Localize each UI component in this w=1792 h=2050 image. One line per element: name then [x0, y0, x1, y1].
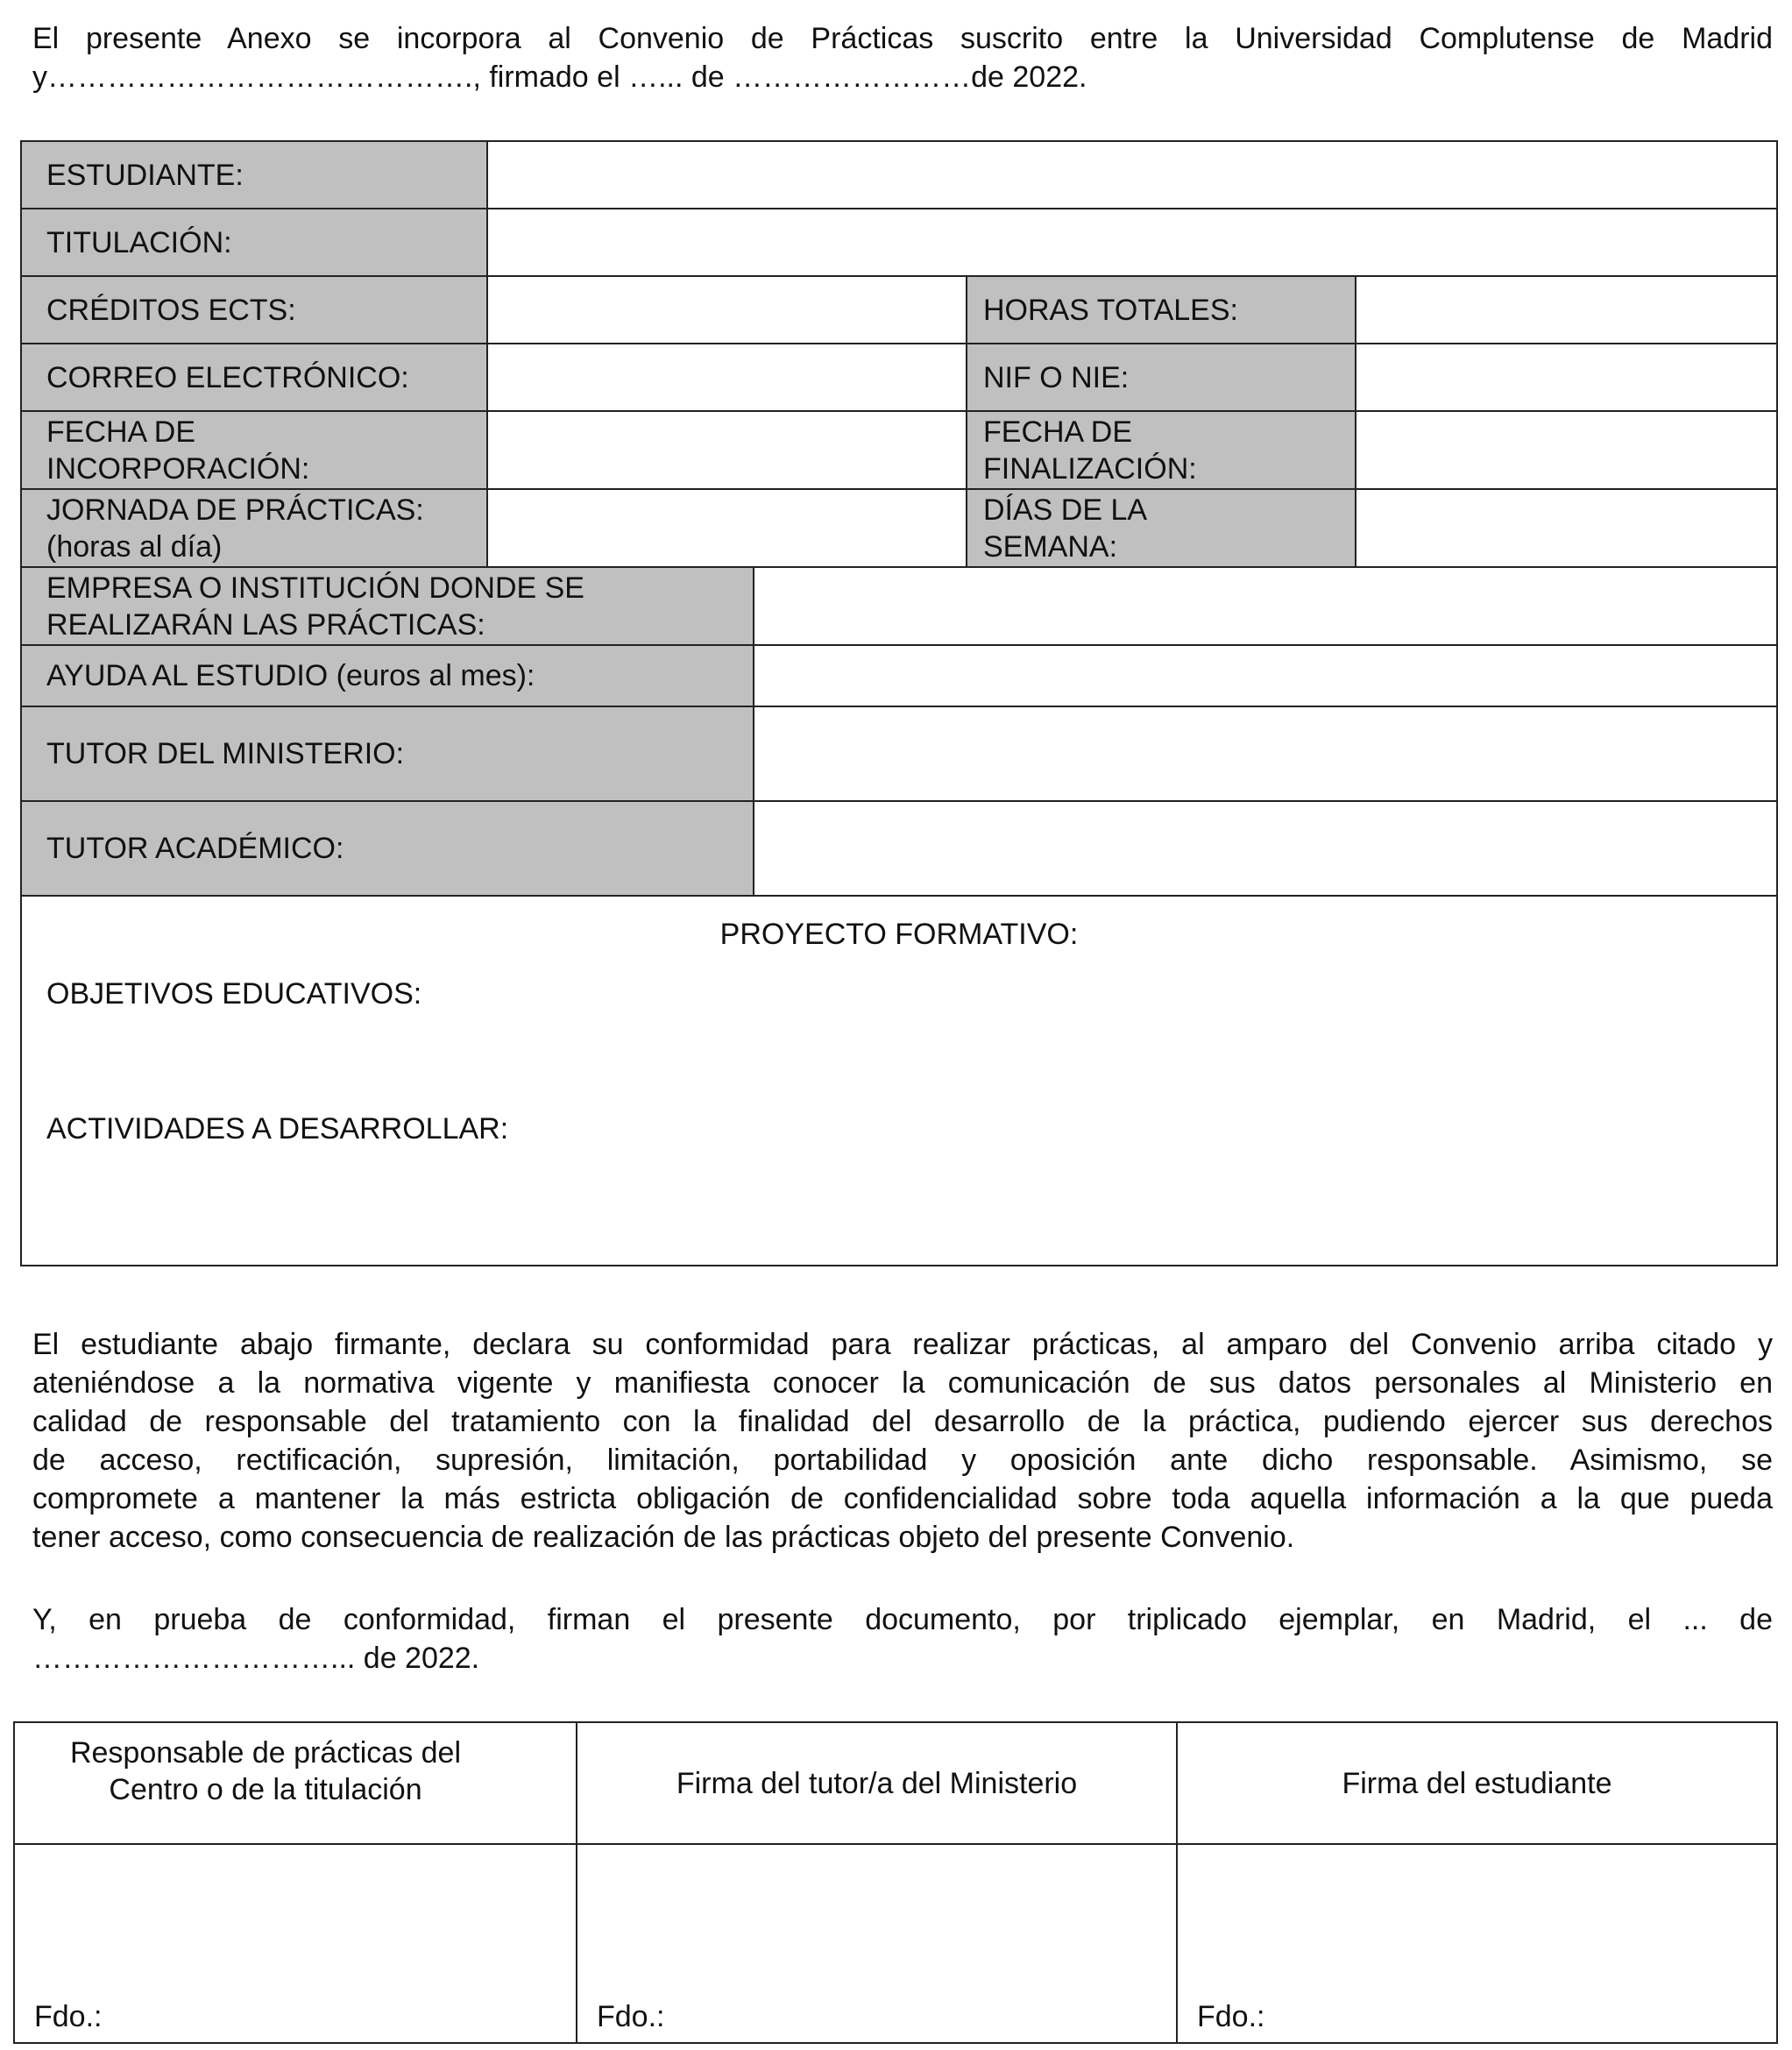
responsable-line-2: Centro o de la titulación — [109, 1772, 422, 1806]
declaration-line: ateniéndose a la normativa vigente y manifiesta conocer la comunicación de sus datos personales al Ministerio en — [32, 1366, 1773, 1400]
conformidad-line-2: …………………………... de 2022. — [32, 1642, 480, 1675]
declaration-paragraph — [32, 1325, 1773, 1557]
proyecto-formativo-title: PROYECTO FORMATIVO: — [719, 918, 1079, 951]
fecha-incorporacion-line-1: FECHA DE — [46, 415, 196, 449]
actividades-label: ACTIVIDADES A DESARROLLAR: — [46, 1112, 509, 1146]
estudiante-field[interactable] — [487, 141, 1777, 209]
fecha-finalizacion-label — [967, 411, 1356, 489]
dias-field[interactable] — [1356, 489, 1777, 567]
titulacion-label: TITULACIÓN: — [21, 209, 487, 276]
empresa-label — [21, 567, 754, 645]
conformidad-line-1: Y, en prueba de conformidad, firman el presente documento, por triplicado ejemplar, en Madrid, el ... de — [32, 1603, 1773, 1636]
ayuda-field[interactable] — [754, 645, 1777, 706]
nif-label: NIF O NIE: — [967, 344, 1356, 411]
declaration-line: El estudiante abajo firmante, declara su conformidad para realizar prácticas, al amparo del Convenio arriba citado y — [32, 1328, 1773, 1361]
tutor-ministerio-field[interactable] — [754, 706, 1777, 801]
fecha-finalizacion-line-1: FECHA DE — [983, 415, 1133, 449]
horas-totales-label: HORAS TOTALES: — [967, 276, 1356, 344]
declaration-line: tener acceso, como consecuencia de realización de las prácticas objeto del presente Convenio. — [32, 1521, 1295, 1554]
intro-line-1: El presente Anexo se incorpora al Convenio de Prácticas suscrito entre la Universidad Complutense de Madrid — [32, 22, 1773, 55]
fdo-label: Fdo.: — [34, 2000, 103, 2033]
dias-label — [967, 489, 1356, 567]
declaration-line: de acceso, rectificación, supresión, limitación, portabilidad y oposición ante dicho responsable. Asimismo, se — [32, 1444, 1773, 1477]
jornada-line-1: JORNADA DE PRÁCTICAS: — [46, 493, 424, 527]
declaration-line: calidad de responsable del tratamiento con la finalidad del desarrollo de la práctica, pudiendo ejercer sus derechos — [32, 1405, 1773, 1438]
fecha-finalizacion-line-2: FINALIZACIÓN: — [983, 451, 1197, 486]
student-data-table — [20, 140, 1778, 1266]
dias-line-1: DÍAS DE LA — [983, 493, 1148, 527]
estudiante-signature-header: Firma del estudiante — [1177, 1722, 1777, 1844]
dias-line-2: SEMANA: — [983, 529, 1118, 564]
horas-totales-field[interactable] — [1356, 276, 1777, 344]
fdo-label: Fdo.: — [1197, 2000, 1265, 2033]
intro-line-2: y……………………………………., firmado el …... de ……………………de 2022. — [32, 60, 1087, 94]
estudiante-label: ESTUDIANTE: — [21, 141, 487, 209]
correo-field[interactable] — [487, 344, 967, 411]
fecha-finalizacion-field[interactable] — [1356, 411, 1777, 489]
empresa-field[interactable] — [754, 567, 1777, 645]
declaration-line: compromete a mantener la más estricta obligación de confidencialidad sobre toda aquella información a la que pueda — [32, 1482, 1773, 1515]
ayuda-label: AYUDA AL ESTUDIO (euros al mes): — [21, 645, 754, 706]
tutor-academico-label: TUTOR ACADÉMICO: — [21, 801, 754, 896]
responsable-signature-box[interactable] — [14, 1844, 577, 2043]
conformidad-paragraph — [32, 1600, 1773, 1678]
titulacion-field[interactable] — [487, 209, 1777, 276]
creditos-field[interactable] — [487, 276, 967, 344]
fecha-incorporacion-field[interactable] — [487, 411, 967, 489]
intro-paragraph — [32, 19, 1773, 96]
tutor-signature-header: Firma del tutor/a del Ministerio — [577, 1722, 1177, 1844]
nif-field[interactable] — [1356, 344, 1777, 411]
fdo-label: Fdo.: — [597, 2000, 665, 2033]
jornada-field[interactable] — [487, 489, 967, 567]
tutor-signature-box[interactable] — [577, 1844, 1177, 2043]
correo-label: CORREO ELECTRÓNICO: — [21, 344, 487, 411]
objetivos-educativos-label: OBJETIVOS EDUCATIVOS: — [46, 977, 422, 1011]
tutor-ministerio-label: TUTOR DEL MINISTERIO: — [21, 706, 754, 801]
responsable-header — [14, 1722, 577, 1844]
responsable-line-1: Responsable de prácticas del — [69, 1735, 462, 1770]
tutor-academico-field[interactable] — [754, 801, 1777, 896]
empresa-line-2: REALIZARÁN LAS PRÁCTICAS: — [46, 607, 485, 642]
jornada-line-2: (horas al día) — [46, 529, 223, 564]
proyecto-formativo-box — [21, 896, 1777, 1266]
signature-table — [13, 1721, 1778, 2044]
fecha-incorporacion-label — [21, 411, 487, 489]
jornada-label — [21, 489, 487, 567]
estudiante-signature-box[interactable] — [1177, 1844, 1777, 2043]
creditos-label: CRÉDITOS ECTS: — [21, 276, 487, 344]
fecha-incorporacion-line-2: INCORPORACIÓN: — [46, 451, 310, 486]
empresa-line-1: EMPRESA O INSTITUCIÓN DONDE SE — [46, 571, 584, 605]
